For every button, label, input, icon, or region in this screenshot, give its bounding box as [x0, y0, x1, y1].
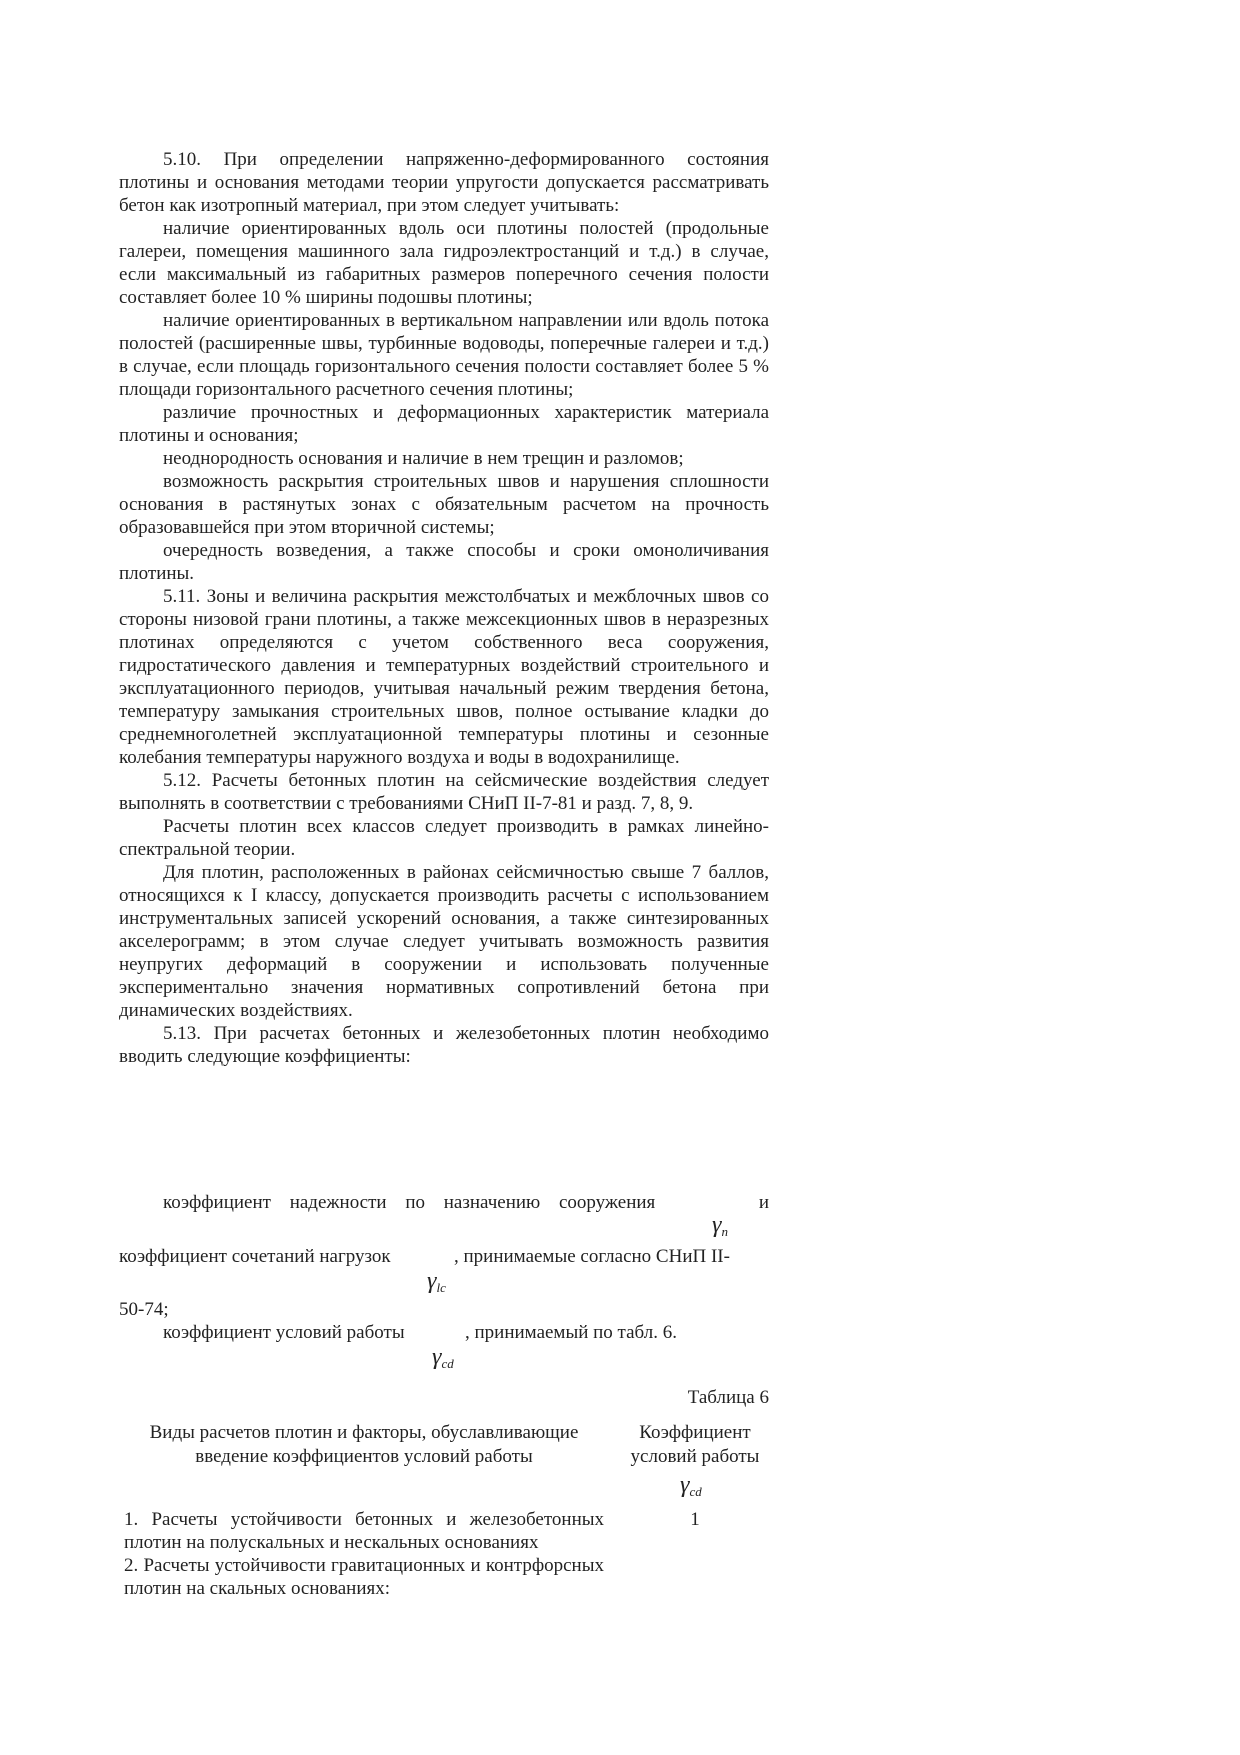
coef-line-4-text: коэффициент условий работы [163, 1322, 405, 1343]
table-row-2-text: 2. Расчеты устойчивости гравитационных и контрфорсных плотин на скальных основаниях: [124, 1555, 604, 1599]
coef-line-4 [163, 1322, 769, 1344]
gamma-n-symbol: $\gamma_n$ [712, 1212, 728, 1239]
paragraph: возможность раскрытия строительных швов и нарушения сплошности основания в растянутых зонах с обязательным расчетом на прочность образовавшейся при этом вторичной системы; [119, 471, 769, 538]
table-row-1-text: 1. Расчеты устойчивости бетонных и железобетонных плотин на полускальных и нескальных основаниях [124, 1509, 604, 1553]
body-text [119, 148, 769, 1068]
coef-line-1-end: и [758, 1192, 769, 1213]
coef-line-2-end: , принимаемые согласно СНиП II- [454, 1246, 730, 1267]
coef-line-1-text: коэффициент надежности по назначению сооружения [163, 1192, 656, 1213]
paragraph: различие прочностных и деформационных характеристик материала плотины и основания; [119, 402, 769, 446]
table-header-left: Виды расчетов плотин и факторы, обуславливающие введение коэффициентов условий работы [149, 1422, 579, 1467]
gamma-cd-symbol: $\gamma_{cd}$ [432, 1344, 454, 1371]
coef-line-3: 50-74; [119, 1299, 169, 1320]
table-row-1-value: 1 [690, 1509, 700, 1530]
paragraph: наличие ориентированных в вертикальном направлении или вдоль потока полостей (расширенные швы, турбинные водоводы, поперечные галереи и т.д.) в случае, если площадь горизонтального сечения полости составляет более 5 % площади горизонтального расчетного сечения плотины; [119, 310, 769, 400]
paragraph: Для плотин, расположенных в районах сейсмичностью свыше 7 баллов, относящихся к I классу, допускается производить расчеты с использованием инструментальных записей ускорений основания, а также синтезированных акселерограмм; в этом случае следует учитывать возможность развития неупругих деформаций в сооружении и использовать полученные экспериментально значения нормативных сопротивлений бетона при динамических воздействиях. [119, 862, 769, 1021]
coef-line-1 [163, 1192, 769, 1214]
paragraph: Расчеты плотин всех классов следует производить в рамках линейно-спектральной теории. [119, 816, 769, 860]
paragraph: 5.11. Зоны и величина раскрытия межстолбчатых и межблочных швов со стороны низовой грани плотины, а также межсекционных швов в неразрезных плотинах определяются с учетом собственного веса сооружения, гидростатического давления и температурных воздействий строительного и эксплуатационного периодов, учитывая начальный режим твердения бетона, температуру замыкания строительных швов, полное остывание кладки до среднемноголетней эксплуатационной температуры плотины и сезонные колебания температуры наружного воздуха и воды в водохранилище. [119, 586, 769, 768]
table-caption: Таблица 6 [687, 1387, 769, 1408]
paragraph: 5.13. При расчетах бетонных и железобетонных плотин необходимо вводить следующие коэффициенты: [119, 1023, 769, 1067]
paragraph: 5.10. При определении напряженно-деформированного состояния плотины и основания методами теории упругости допускается рассматривать бетон как изотропный материал, при этом следует учитывать: [119, 149, 769, 216]
coef-line-4-end: , принимаемый по табл. 6. [465, 1322, 677, 1343]
coef-line-2-text: коэффициент сочетаний нагрузок [119, 1246, 391, 1267]
paragraph: очередность возведения, а также способы и сроки омоноличивания плотины. [119, 540, 769, 584]
gamma-lc-symbol: $\gamma_{lc}$ [427, 1268, 446, 1295]
paragraph: 5.12. Расчеты бетонных плотин на сейсмические воздействия следует выполнять в соответствии с требованиями СНиП II-7-81 и разд. 7, 8, 9. [119, 770, 769, 814]
gamma-cd-header-symbol: $\gamma_{cd}$ [680, 1472, 702, 1499]
paragraph: наличие ориентированных вдоль оси плотины полостей (продольные галереи, помещения машинного зала гидроэлектростанций и т.д.) в случае, если максимальный из габаритных размеров поперечного сечения полости составляет более 10 % ширины подошвы плотины; [119, 218, 769, 308]
paragraph: неоднородность основания и наличие в нем трещин и разломов; [163, 448, 684, 469]
table-header-right [620, 1421, 770, 1469]
coef-line-2 [119, 1246, 769, 1268]
table-header-right-label: Коэффициент условий работы [630, 1422, 760, 1467]
